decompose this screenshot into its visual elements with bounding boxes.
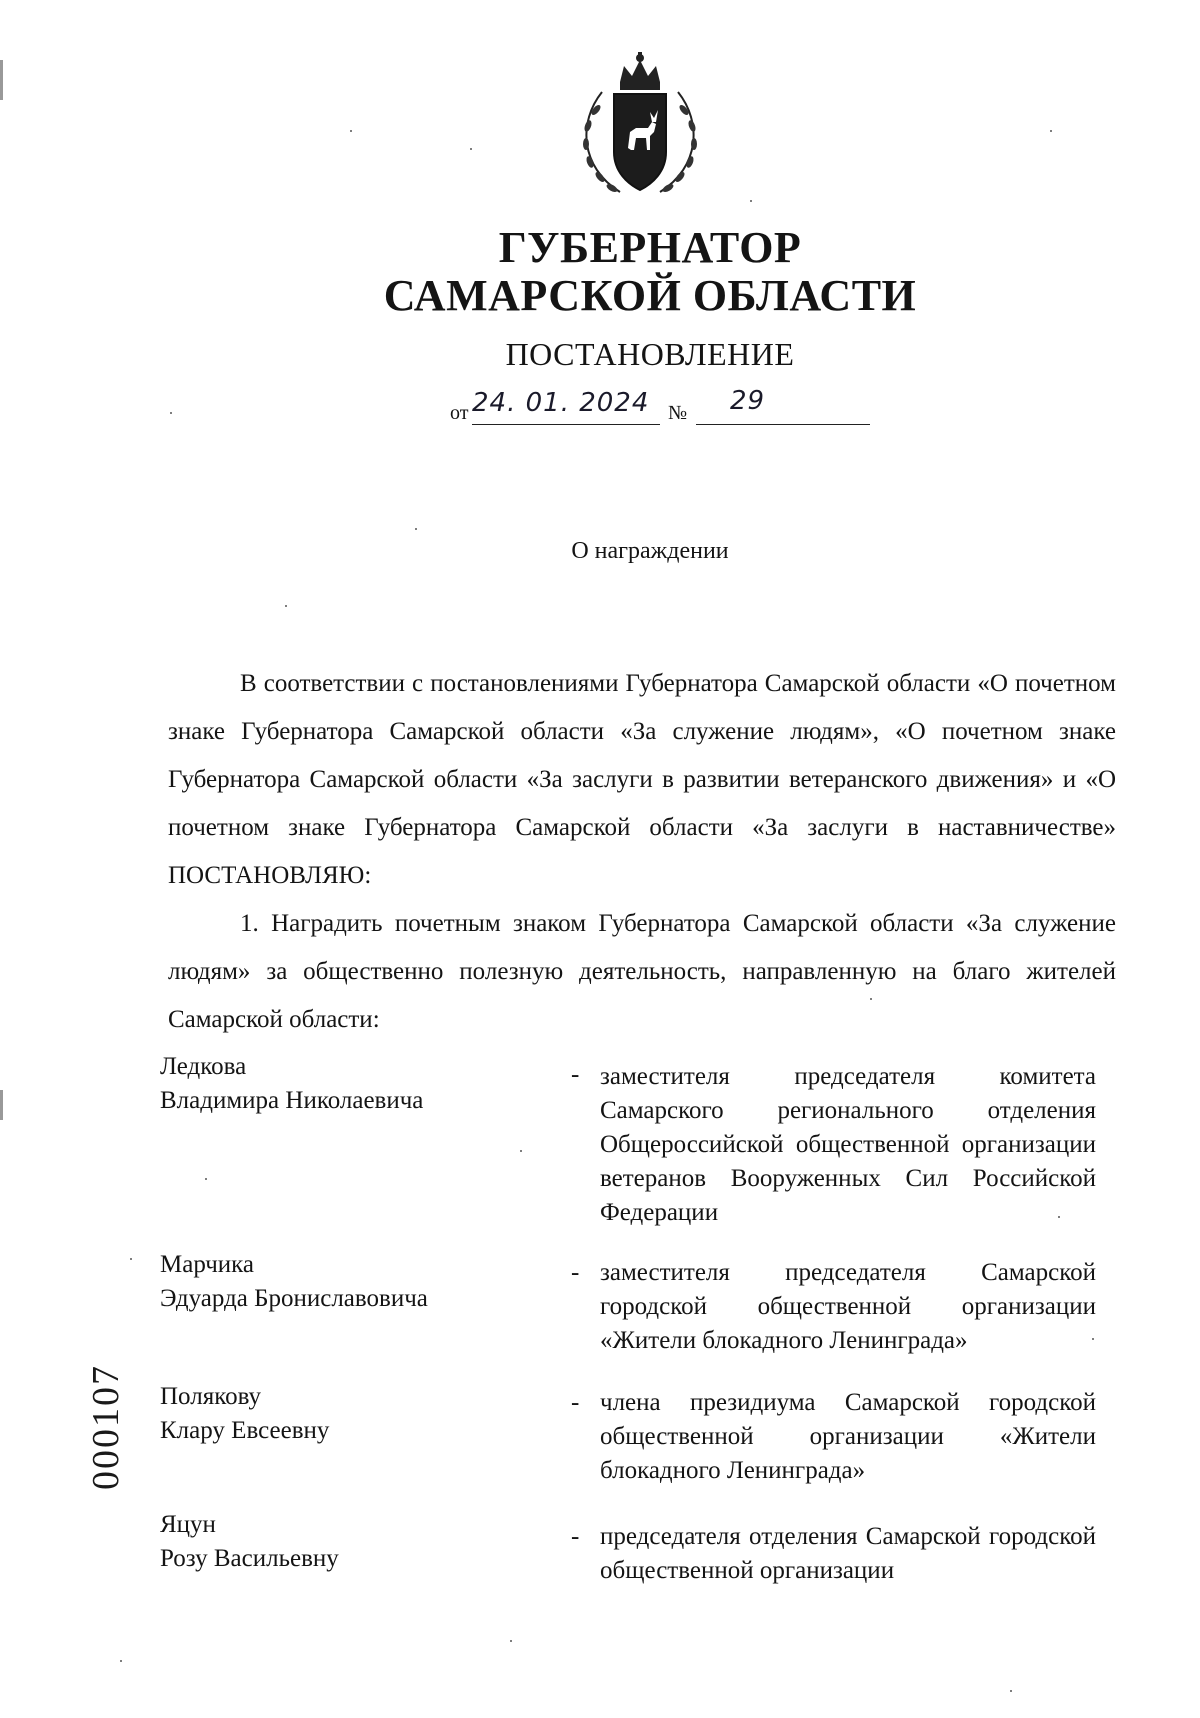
date-underline <box>472 424 660 425</box>
document-type: ПОСТАНОВЛЕНИЕ <box>505 336 795 372</box>
scan-speck <box>870 998 872 1000</box>
serial-number: 000107 <box>85 1364 127 1490</box>
recipient-given-names: Эдуарда Брониславовича <box>160 1285 428 1312</box>
recipient-surname: Марчика <box>160 1251 255 1278</box>
scan-speck <box>1050 130 1052 132</box>
scan-speck <box>750 200 752 202</box>
scan-edge-mark <box>0 60 3 100</box>
recipient-given-names: Клару Евсеевну <box>160 1417 330 1444</box>
scan-speck <box>285 605 287 607</box>
recipient-name <box>160 1248 540 1316</box>
scan-speck <box>1058 1216 1060 1218</box>
recipient-surname: Ледкова <box>160 1053 247 1080</box>
recipient-name <box>160 1508 540 1576</box>
recipient-given-names: Розу Васильевну <box>160 1545 339 1572</box>
recipient-name <box>160 1380 540 1448</box>
recipient-dash: - <box>571 1259 580 1286</box>
document-subject: О награждении <box>571 538 729 564</box>
scan-speck <box>170 412 172 414</box>
recipient-surname: Полякову <box>160 1383 262 1410</box>
handwritten-date: 24. 01. 2024 <box>472 388 650 418</box>
recipient-given-names: Владимира Николаевича <box>160 1087 424 1114</box>
number-label: № <box>668 402 688 424</box>
preamble-paragraph: В соответствии с постановлениями Губернатора Самарской области «О почетном знаке Губернатора Самарской области «За служение людям», «О почетном знаке Губернатора Самарской области «За заслуги в развитии ветеранского движения» и «О почетном знаке Губернатора Самарской области «За заслуги в наставничестве» ПОСТАНОВЛЯЮ: <box>168 670 1116 889</box>
issuer-title-line1: ГУБЕРНАТОР <box>498 223 802 272</box>
scan-speck <box>1092 1338 1094 1340</box>
number-underline <box>696 424 870 425</box>
recipient-dash: - <box>571 1061 580 1088</box>
scan-speck <box>520 1150 522 1152</box>
scan-speck <box>120 1660 122 1662</box>
recipient-dash: - <box>571 1523 580 1550</box>
date-number-line <box>450 386 870 432</box>
scan-speck <box>1010 1690 1012 1692</box>
scan-speck <box>350 130 352 132</box>
scan-speck <box>510 1640 512 1642</box>
scan-speck <box>130 1258 132 1260</box>
date-prefix: от <box>450 402 469 424</box>
recipient-description: заместителя председателя комитета Самарского регионального отделения Общероссийской общественной организации ветеранов Вооруженных Сил Российской Федерации <box>600 1063 1096 1226</box>
recipient-description: заместителя председателя Самарской городской общественной организации «Жители блокадного Ленинграда» <box>600 1259 1096 1354</box>
recipient-surname: Яцун <box>160 1511 216 1538</box>
samara-coat-of-arms-icon <box>572 52 708 202</box>
issuer-title-line2: САМАРСКОЙ ОБЛАСТИ <box>383 271 917 320</box>
recipient-description: председателя отделения Самарской городской общественной организации <box>600 1523 1096 1584</box>
scan-speck <box>205 1178 207 1180</box>
recipient-description: члена президиума Самарской городской общественной организации «Жители блокадного Ленинграда» <box>600 1389 1096 1484</box>
award-clause-paragraph: 1. Наградить почетным знаком Губернатора Самарской области «За служение людям» за общественно полезную деятельность, направленную на благо жителей Самарской области: <box>168 910 1116 1033</box>
recipient-dash: - <box>571 1389 580 1416</box>
scan-edge-mark <box>0 1090 3 1120</box>
scan-speck <box>470 148 472 150</box>
scan-speck <box>415 528 417 530</box>
handwritten-number: 29 <box>730 386 766 416</box>
recipient-name <box>160 1050 540 1118</box>
